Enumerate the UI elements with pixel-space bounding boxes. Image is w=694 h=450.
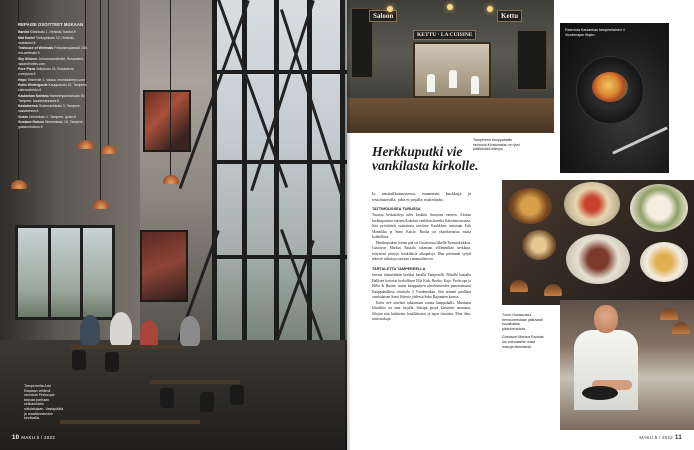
chef-head <box>594 305 618 333</box>
section-subhead: TARTALETTA TAMPEREELLA <box>372 266 426 271</box>
tapas-table-photo <box>502 180 694 305</box>
photo-caption: Tampereella Arto Rantaan vetämä ravintola Periscope tarjoaa parhaan sinikäsinään näköalojaan. Vastapäätä ja maaltanniemien kevävalla. <box>24 384 64 421</box>
shop-sign: Kettu <box>497 10 522 22</box>
info-box-title: REPAISE OSOITTEET MUKAAN <box>18 22 84 27</box>
market-hall-photo <box>347 0 554 133</box>
open-kitchen <box>413 42 491 98</box>
address-entry: Kasiainesso Grahmaninkatu 3, Tampere, kasiainesso.fi <box>18 104 81 113</box>
pendant-lamp-icon <box>101 145 117 154</box>
plated-dish-photo <box>560 23 669 173</box>
address-info-box <box>18 22 88 131</box>
spread-gutter <box>345 0 351 450</box>
chef-portrait-photo <box>560 300 694 430</box>
counter <box>347 98 554 133</box>
pendant-lamp-icon <box>11 180 27 189</box>
address-entry: Mat Daniel Tohlopinkatu 12, Helsinki, matdaniel.fi <box>18 35 75 45</box>
wall-painting <box>143 90 191 152</box>
photo-caption: Tampereen kauppahallin ravintola Kivatorraksu on yksi päättävästi elämys. <box>473 138 520 152</box>
wall-painting <box>140 230 188 302</box>
paragraph: Herkkuputken toinen pää on Gustavossa lähellä Tuomiokirkkoa. Gustavon Markus Rautala takanaan villimmiltää herkkuja, erityisesti pintoja, haukilaisia alkupaloja. Illan pitemmät syöjät tekevät valintoja suoraan viinimaalistoon. <box>372 240 471 262</box>
plate <box>582 386 618 400</box>
section-subhead: TATTIMOUSSEA TURUSSA <box>372 206 421 211</box>
page-folio <box>639 435 682 441</box>
address-entry: Gustavo Holson Niemenkatu 19, Tampere, gustavoholson.fi <box>18 120 84 129</box>
food <box>592 72 628 102</box>
magazine-issue: MAKU 5 / 2022 <box>21 435 55 440</box>
magazine-issue: MAKU 5 / 2022 <box>639 435 674 440</box>
photo-caption: Ravintola Kaulaekan tamperelainen 4 Vuodenajan tilojen. <box>565 28 625 37</box>
paragraph: Kettu nee aineluet takaamaan rantaa kauppahalla. Muutama klassikko on aina tarjolla. Siksipä pysyä klassinen naaraatar, Silojen niin kalakeitto bouillabaisse ja tapas tiistaisin. Mon dieu, mitä makuja. <box>372 300 471 322</box>
address-entry: Teahouse of Wellmals Pohjoisesplanadi 23A, tea-wellmals.fi <box>18 46 88 55</box>
page-number: 10 <box>12 435 20 441</box>
pendant-lamp-icon <box>93 200 109 209</box>
address-entry: Gusto Linnankatu 1, Tampere, gusto.fi <box>18 114 76 119</box>
shop-sign: Saloon <box>369 10 397 22</box>
caption-text: Turun Gustavossa herrauomistaan jatkuvasti kuvaillaista pikkuherkuista. <box>502 313 543 331</box>
paragraph: Suoraa isännöidään kesäksi kesalla Tamperellt. Pitkällä kaaralla Hallisen hottavat herkullisen Ulla Kirk, Bertha, Kajo. Periscope ja Hella & Huone, mutta kauppaajien alustlisasteiden paneerattunut Kauppahallissa ravintola 4 Vuodenaikaa. Sitä isännöi paulliset ranskalaisen Sami Ichteriz yhdessä Suho Rajamäen kanssa. <box>372 273 471 300</box>
article-body <box>372 191 471 323</box>
pendant-lamp-icon <box>163 175 179 184</box>
fork-icon <box>612 126 668 154</box>
address-entry: Bardot Kiltahkatu 1, Helsinki, bardot.fi <box>18 30 76 34</box>
address-entry: Pure Pizza Valkokuru 24, Rovaniemi, purepizza.fi <box>18 67 75 76</box>
address-entry: Kaulaekan Kartano Hameenpuistonkatu 50, Tampere, kaulaekanranta.fi <box>18 93 86 103</box>
shop-sign: KETTU · LA CUISINE <box>413 30 476 40</box>
caption-text: Gustavon Markus Rautala luo turkulaisille uusia makuja klassisesti. <box>502 335 544 349</box>
photo-caption <box>502 313 544 349</box>
article-lede: Ie sanitatlkamossessa, munnesin kurkkuja ja restolatavalla, joka ei pojalla ristitetäsän. <box>372 191 471 202</box>
paragraph: Turussa herkutteleja tulee kesäkin Aurajoen varteen. Aloitan herkkupuiston entisen Kakolan vankilan alueelta Kakolanruusussa. Sitä pyörittävät suitsutusta tarvitsee Kaakkisen omistajat Erik Mansikka ja Simo Kaisto. Ruoka on yksinkertaista mutta kohdallista. <box>372 213 471 240</box>
page-number: 11 <box>675 435 682 441</box>
pendant-lamp-icon <box>78 140 94 149</box>
right-page <box>347 0 694 450</box>
article-headline: Herkkuputki vie vankilasta kirkolle. <box>372 144 479 173</box>
address-entry: Hepo Seimintie 1, Vaasa, ravintolahepo.com <box>18 77 86 82</box>
address-entry: Sky Kitchen Juhannusmäentie, Rovaniemi, laplandhotels.com <box>18 56 84 66</box>
side-window <box>15 225 115 320</box>
address-entry: Roito Wintergorde Kauppakatu 15, Tampere, kalevankirkko.fi <box>18 83 88 92</box>
page-folio <box>12 435 55 441</box>
